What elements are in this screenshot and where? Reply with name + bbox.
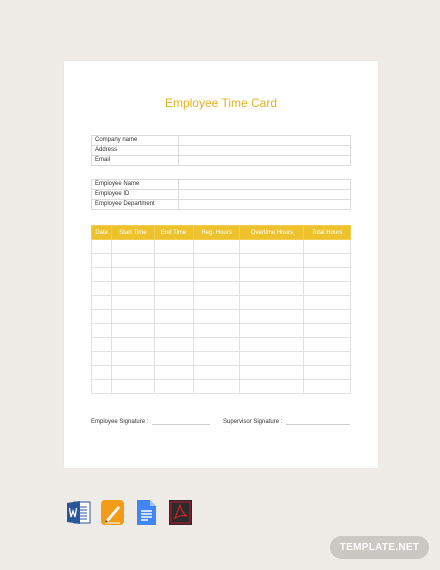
company-info-table bbox=[91, 135, 351, 166]
table-row bbox=[92, 352, 351, 366]
table-cell[interactable] bbox=[240, 268, 304, 282]
table-cell[interactable] bbox=[92, 268, 112, 282]
table-cell[interactable] bbox=[193, 282, 240, 296]
table-cell[interactable] bbox=[154, 240, 193, 254]
field-value[interactable] bbox=[179, 180, 351, 190]
document-title: Employee Time Card bbox=[164, 96, 278, 110]
table-cell[interactable] bbox=[193, 254, 240, 268]
table-cell[interactable] bbox=[304, 366, 351, 380]
table-cell[interactable] bbox=[112, 268, 154, 282]
table-cell[interactable] bbox=[304, 380, 351, 394]
table-cell[interactable] bbox=[112, 366, 154, 380]
table-cell[interactable] bbox=[193, 352, 240, 366]
table-cell[interactable] bbox=[240, 240, 304, 254]
field-value[interactable] bbox=[179, 156, 351, 166]
supervisor-signature bbox=[223, 418, 350, 425]
table-row bbox=[92, 324, 351, 338]
field-label: Email bbox=[92, 156, 179, 166]
table-row bbox=[92, 146, 351, 156]
table-cell[interactable] bbox=[112, 282, 154, 296]
time-entries-table bbox=[91, 225, 351, 394]
table-cell[interactable] bbox=[92, 282, 112, 296]
table-cell[interactable] bbox=[112, 240, 154, 254]
table-cell[interactable] bbox=[154, 380, 193, 394]
supervisor-signature-line[interactable] bbox=[286, 418, 350, 425]
table-cell[interactable] bbox=[112, 352, 154, 366]
brand-watermark: TEMPLATE.NET bbox=[330, 536, 429, 559]
column-header: Total Hours bbox=[304, 226, 351, 240]
table-cell[interactable] bbox=[193, 296, 240, 310]
table-row bbox=[92, 254, 351, 268]
pdf-icon[interactable] bbox=[168, 499, 193, 526]
table-cell[interactable] bbox=[92, 380, 112, 394]
table-cell[interactable] bbox=[240, 254, 304, 268]
table-cell[interactable] bbox=[193, 366, 240, 380]
table-cell[interactable] bbox=[154, 268, 193, 282]
table-row bbox=[92, 338, 351, 352]
table-cell[interactable] bbox=[92, 366, 112, 380]
table-cell[interactable] bbox=[304, 240, 351, 254]
table-cell[interactable] bbox=[92, 310, 112, 324]
table-cell[interactable] bbox=[112, 338, 154, 352]
time-entries-body bbox=[92, 240, 351, 394]
table-row bbox=[92, 282, 351, 296]
table-row bbox=[92, 366, 351, 380]
field-label: Employee Name bbox=[92, 180, 179, 190]
table-cell[interactable] bbox=[240, 380, 304, 394]
column-header: Date bbox=[92, 226, 112, 240]
field-label: Address bbox=[92, 146, 179, 156]
field-value[interactable] bbox=[179, 146, 351, 156]
table-cell[interactable] bbox=[92, 240, 112, 254]
table-row bbox=[92, 296, 351, 310]
table-cell[interactable] bbox=[240, 310, 304, 324]
table-cell[interactable] bbox=[92, 296, 112, 310]
table-row bbox=[92, 310, 351, 324]
table-cell[interactable] bbox=[304, 268, 351, 282]
supervisor-signature-label: Supervisor Signature : bbox=[223, 419, 283, 425]
table-row bbox=[92, 240, 351, 254]
table-row bbox=[92, 200, 351, 210]
table-cell[interactable] bbox=[154, 338, 193, 352]
table-cell[interactable] bbox=[154, 352, 193, 366]
pages-icon[interactable] bbox=[100, 499, 125, 526]
table-cell[interactable] bbox=[154, 282, 193, 296]
column-header: Reg. Hours bbox=[193, 226, 240, 240]
table-cell[interactable] bbox=[240, 352, 304, 366]
table-cell[interactable] bbox=[240, 282, 304, 296]
table-cell[interactable] bbox=[240, 324, 304, 338]
table-cell[interactable] bbox=[193, 310, 240, 324]
table-cell[interactable] bbox=[154, 324, 193, 338]
table-cell[interactable] bbox=[193, 324, 240, 338]
field-label: Company name bbox=[92, 136, 179, 146]
table-cell[interactable] bbox=[92, 338, 112, 352]
table-cell[interactable] bbox=[112, 310, 154, 324]
google-docs-icon[interactable] bbox=[134, 499, 159, 526]
table-cell[interactable] bbox=[92, 324, 112, 338]
table-row bbox=[92, 268, 351, 282]
table-cell[interactable] bbox=[193, 240, 240, 254]
employee-signature-label: Employee Signature : bbox=[91, 419, 149, 425]
field-label: Employee Department bbox=[92, 200, 179, 210]
table-cell[interactable] bbox=[304, 296, 351, 310]
table-cell[interactable] bbox=[92, 254, 112, 268]
table-cell[interactable] bbox=[112, 296, 154, 310]
table-row bbox=[92, 156, 351, 166]
field-value[interactable] bbox=[179, 190, 351, 200]
table-row bbox=[92, 136, 351, 146]
field-label: Employee ID bbox=[92, 190, 179, 200]
column-header: Overtime Hours bbox=[240, 226, 304, 240]
table-cell[interactable] bbox=[304, 324, 351, 338]
table-cell[interactable] bbox=[240, 366, 304, 380]
word-icon[interactable] bbox=[66, 499, 91, 526]
table-cell[interactable] bbox=[193, 338, 240, 352]
table-cell[interactable] bbox=[304, 352, 351, 366]
table-cell[interactable] bbox=[240, 338, 304, 352]
employee-signature bbox=[91, 418, 210, 425]
table-cell[interactable] bbox=[304, 254, 351, 268]
employee-signature-line[interactable] bbox=[152, 418, 210, 425]
field-value[interactable] bbox=[179, 136, 351, 146]
table-cell[interactable] bbox=[240, 296, 304, 310]
table-cell[interactable] bbox=[112, 380, 154, 394]
document-page bbox=[64, 61, 378, 468]
table-cell[interactable] bbox=[304, 310, 351, 324]
table-row bbox=[92, 180, 351, 190]
table-cell[interactable] bbox=[154, 366, 193, 380]
table-cell[interactable] bbox=[304, 282, 351, 296]
table-row bbox=[92, 190, 351, 200]
table-header-row bbox=[92, 226, 351, 240]
table-cell[interactable] bbox=[112, 324, 154, 338]
employee-info-table bbox=[91, 179, 351, 210]
file-format-icons bbox=[66, 499, 193, 526]
table-cell[interactable] bbox=[154, 310, 193, 324]
table-cell[interactable] bbox=[193, 268, 240, 282]
table-cell[interactable] bbox=[154, 296, 193, 310]
table-cell[interactable] bbox=[304, 338, 351, 352]
table-cell[interactable] bbox=[154, 254, 193, 268]
table-cell[interactable] bbox=[92, 352, 112, 366]
field-value[interactable] bbox=[179, 200, 351, 210]
column-header: End Time bbox=[154, 226, 193, 240]
table-cell[interactable] bbox=[112, 254, 154, 268]
table-cell[interactable] bbox=[193, 380, 240, 394]
table-row bbox=[92, 380, 351, 394]
column-header: Start Time bbox=[112, 226, 154, 240]
